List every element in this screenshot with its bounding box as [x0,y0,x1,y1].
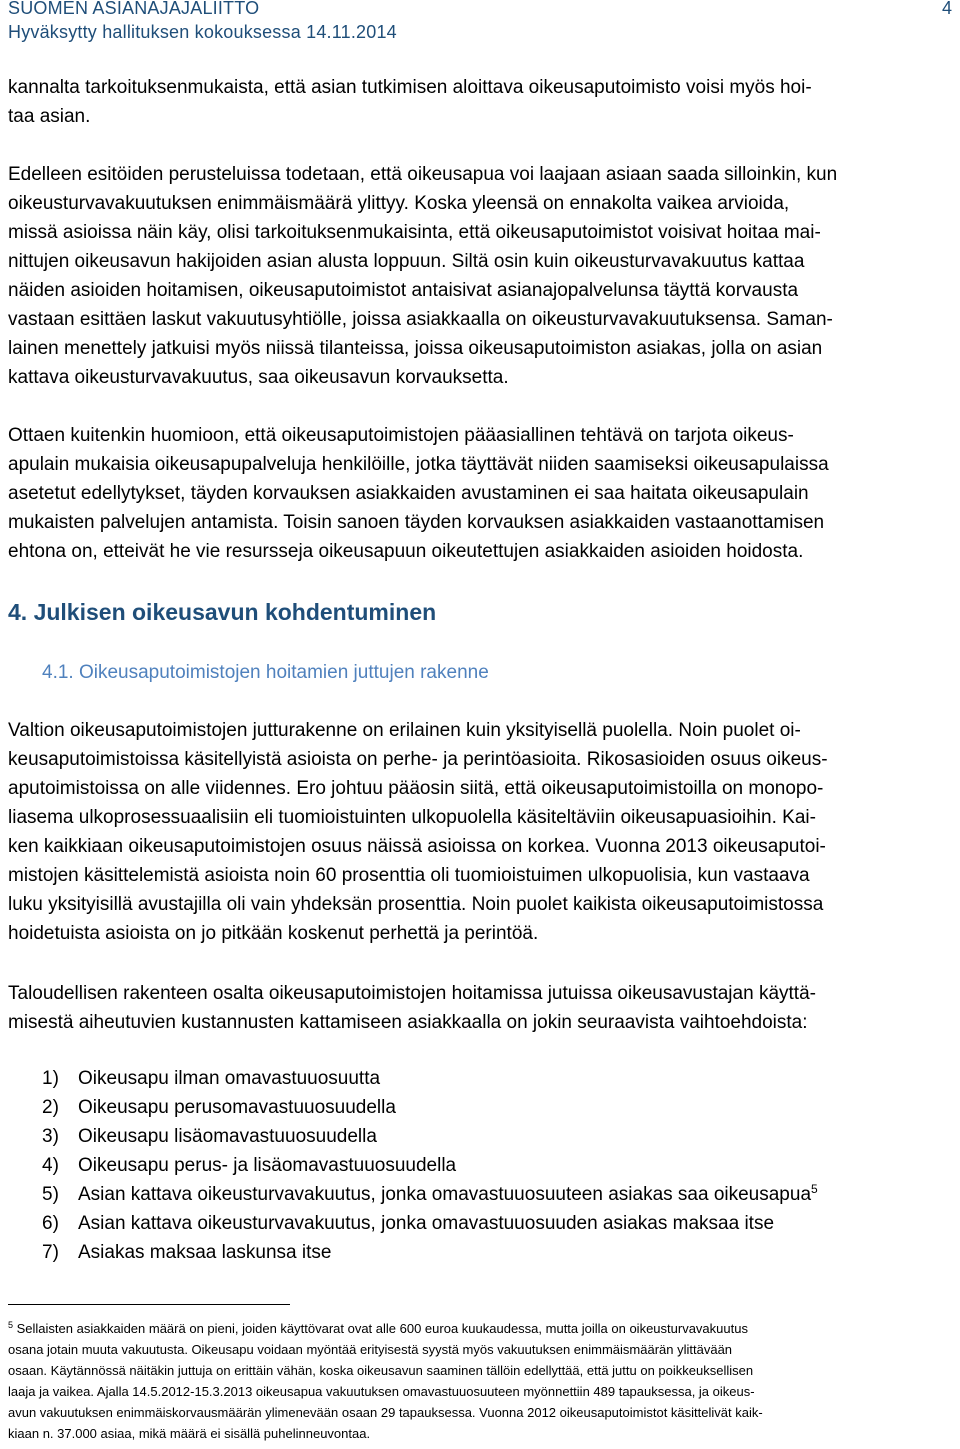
footnote-line: laaja ja vaikea. Ajalla 14.5.2012-15.3.2013 oikeusapua vakuutuksen omavastuuosuuteen myönnettiin 489 tapauksessa, ja oikeus- [8,1384,755,1399]
section-heading: 4. Julkisen oikeusavun kohdentuminen [8,599,437,625]
list-item [78,1184,818,1206]
footnote-line: osaan. Käytännössä näitäkin juttuja on erittäin vähän, koska oikeusavun saaminen tällöin edellyttää, että juttu on poikkeuksellisen [8,1363,754,1378]
list-item: Oikeusapu ilman omavastuuosuutta [78,1068,381,1089]
para4-line: ken kaikkiaan oikeusaputoimistojen osuus näissä asioissa on korkea. Vuonna 2013 oikeusaputoi- [8,836,826,857]
para2-line: Edelleen esitöiden perusteluissa todetaan, että oikeusapua voi laajaan asiaan saada silloinkin, kun [8,164,838,185]
para3-line: apulain mukaisia oikeusapupalveluja henkilöille, jotka täyttävät niiden saamiseksi oikeusapulaissa [8,454,829,475]
para1-line: taa asian. [8,106,91,127]
list-item: Oikeusapu lisäomavastuuosuudella [78,1126,377,1147]
list-item: Asian kattava oikeusturvavakuutus, jonka omavastuuosuuden asiakas maksaa itse [78,1213,775,1234]
para3-line: asetetut edellytykset, täyden korvauksen asiakkaiden avustaminen ei saa haitata oikeusapulain [8,483,809,504]
list-item-text: Asian kattava oikeusturvavakuutus, jonka omavastuuosuuteen asiakas saa oikeusapua [78,1184,812,1205]
para4-line: hoidetuista asioista on jo pitkään koskenut perhettä ja perintöä. [8,923,539,944]
para3-line: Ottaen kuitenkin huomioon, että oikeusaputoimistojen pääasiallinen tehtävä on tarjota oikeus- [8,425,794,446]
para2-line: kattava oikeusturvavakuutus, saa oikeusavun korvauksetta. [8,367,509,388]
header-approval-note: Hyväksytty hallituksen kokouksessa 14.11.2014 [8,22,397,42]
footnote-line [8,1321,748,1336]
footnote-line: osana jotain muuta vakuutusta. Oikeusapu voidaan myöntää erityisestä syystä myös vakuutuksen enimmäismäärän ylittävään [8,1342,733,1357]
para4-line: Valtion oikeusaputoimistojen jutturakenne on erilainen kuin yksityisellä puolella. Noin puolet oi- [8,720,801,741]
para4-line: aputoimistoissa on alle viidennes. Ero johtuu pääosin siitä, että oikeusaputoimistoilla on monopo- [8,778,824,799]
list-item-number: 1) [42,1068,59,1089]
para5-line: misestä aiheutuvien kustannusten kattamiseen asiakkaalla on jokin seuraavista vaihtoehdoista: [8,1012,808,1033]
list-item-number: 7) [42,1242,59,1263]
header-organization: SUOMEN ASIANAJAJALIITTO [8,0,260,18]
footnote-line: avun vakuutuksen enimmäiskorvausmäärän ylimenevään osaan 29 tapauksessa. Vuonna 2012 oikeusaputoimistot käsittelivät kaik- [8,1405,763,1420]
para2-line: vastaan esittäen laskut vakuutusyhtiölle, joissa asiakkaalla on oikeusturvavakuutuksensa. Saman- [8,309,833,330]
footnote-separator [8,1304,290,1305]
para2-line: näiden asioiden hoitamisen, oikeusaputoimistot antaisivat asianajopalvelunsa täyttä korvausta [8,280,799,301]
list-item-number: 5) [42,1184,59,1205]
para3-line: ehtona on, etteivät he vie resursseja oikeusapuun oikeutettujen asiakkaiden asioiden hoidosta. [8,541,804,562]
list-item-number: 2) [42,1097,59,1118]
para2-line: missä asioissa näin käy, olisi tarkoituksenmukaisinta, että oikeusaputoimistot voisivat hoitaa mai- [8,222,821,243]
para2-line: lainen menettely jatkuisi myös niissä tilanteissa, joissa oikeusaputoimiston asiakas, jolla on asian [8,338,823,359]
footnote-line: kiaan n. 37.000 asiaa, mikä määrä ei sisällä puhelinneuvontaa. [8,1426,371,1441]
list-item: Oikeusapu perus- ja lisäomavastuuosuudella [78,1155,457,1176]
list-item-number: 4) [42,1155,59,1176]
footnote-mark: 5 [8,1320,14,1330]
list-item-number: 6) [42,1213,59,1234]
list-item: Oikeusapu perusomavastuuosuudella [78,1097,396,1118]
para2-line: nittujen oikeusavun hakijoiden asian alusta loppuun. Siltä osin kuin oikeusturvavakuutus kattaa [8,251,805,272]
para1-line: kannalta tarkoituksenmukaista, että asian tutkimisen aloittava oikeusaputoimisto voisi myös hoi- [8,77,812,98]
list-item: Asiakas maksaa laskunsa itse [78,1242,332,1263]
footnote-reference[interactable]: 5 [811,1182,818,1196]
para3-line: mukaisten palvelujen antamista. Toisin sanoen täyden korvauksen asiakkaiden vastaanottamisen [8,512,825,533]
para4-line: luku yksityisillä avustajilla oli vain yhdeksän prosenttia. Noin puolet kaikista oikeusaputoimistossa [8,894,824,915]
footnote-text: Sellaisten asiakkaiden määrä on pieni, joiden käyttövarat ovat alle 600 euroa kuukaudessa, mutta joilla on oikeusturvavakuutus [13,1321,748,1336]
para4-line: mistojen käsittelemistä asioista noin 60 prosenttia oli tuomioistuimen ulkopuolisia, kun vastaava [8,865,810,886]
para4-line: liasema ulkoprosessuaalisiin eli tuomioistuinten ulkopuolella käsiteltäviin oikeusapuasioihin. Kai- [8,807,816,828]
para4-line: keusaputoimistoissa käsitellyistä asioista on perhe- ja perintöasioita. Rikosasioiden osuus oikeus- [8,749,828,770]
para5-line: Taloudellisen rakenteen osalta oikeusaputoimistojen hoitamissa jutuissa oikeusavustajan käyttä- [8,983,816,1004]
list-item-number: 3) [42,1126,59,1147]
para2-line: oikeusturvavakuutuksen enimmäismäärä ylittyy. Koska yleensä on ennakolta vaikea arvioida, [8,193,790,214]
subsection-heading: 4.1. Oikeusaputoimistojen hoitamien juttujen rakenne [42,662,489,683]
page-number: 4 [941,0,952,18]
